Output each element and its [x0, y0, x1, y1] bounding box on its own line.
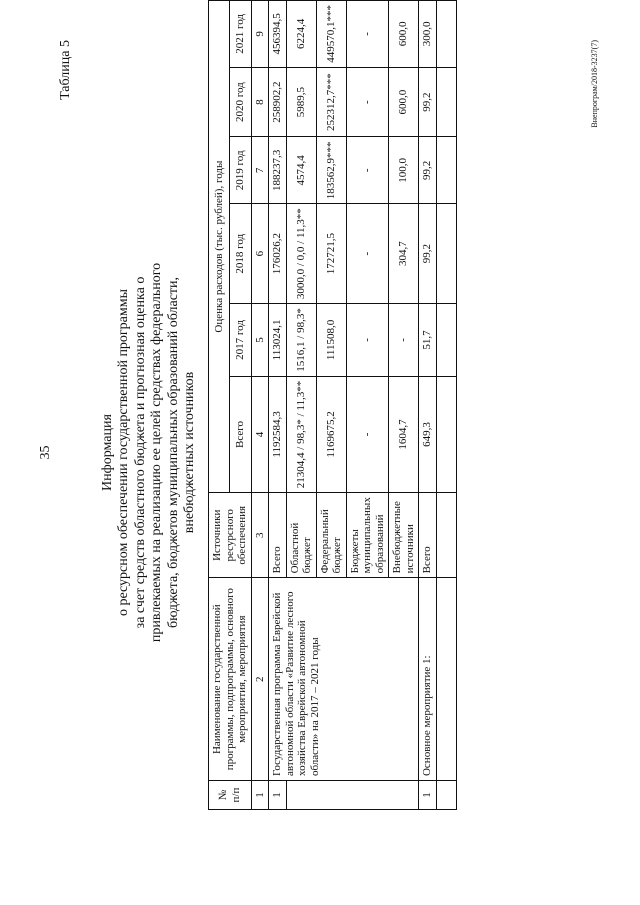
value-cell: 1604,7 [389, 376, 419, 492]
value-cell: 188237,3 [269, 137, 287, 204]
value-cell: 304,7 [389, 204, 419, 304]
value-cell: 1169675,2 [316, 376, 346, 492]
measure-name: Основное мероприятие 1: [419, 578, 437, 781]
value-cell: 51,7 [419, 304, 437, 377]
row-number: 1 [269, 781, 287, 810]
header-year: 2017 год [230, 304, 251, 377]
index-cell: 9 [251, 1, 269, 68]
source-cell: Бюджеты муниципальных образований [346, 493, 389, 578]
empty-cell [436, 781, 456, 810]
heading-line: привлекаемых на реализацию ее целей средствах федерального [149, 262, 165, 643]
value-cell: 100,0 [389, 137, 419, 204]
heading-line: бюджета, бюджетов муниципальных образований области, [165, 276, 181, 629]
header-year: 2021 год [230, 1, 251, 68]
value-cell: - [346, 67, 389, 137]
heading-line: Информация [100, 414, 115, 491]
value-cell: 1516,1 / 98,3* [286, 304, 316, 377]
value-cell: 600,0 [389, 1, 419, 68]
value-cell: 600,0 [389, 67, 419, 137]
header-estimate: Оценка расходов (тыс. рублей), годы [209, 1, 230, 493]
table-row [269, 1, 287, 810]
index-cell: 8 [251, 67, 269, 137]
empty-cell [436, 1, 456, 68]
header-year: 2018 год [230, 204, 251, 304]
value-cell: 176026,2 [269, 204, 287, 304]
heading-line: о ресурсном обеспечении государственной программы [116, 288, 132, 617]
index-cell: 6 [251, 204, 269, 304]
value-cell: 4574,4 [286, 137, 316, 204]
document-heading [100, 0, 198, 905]
index-cell: 3 [251, 493, 269, 578]
value-cell: 5989,5 [286, 67, 316, 137]
source-cell: Внебюджетные источники [389, 493, 419, 578]
value-cell: - [346, 376, 389, 492]
value-cell: 99,2 [419, 67, 437, 137]
value-cell: 3000,0 / 0,0 / 11,3** [286, 204, 316, 304]
header-no: № п/п [209, 781, 252, 810]
header-source: Источники ресурсного обеспечения [209, 493, 252, 578]
empty-cell [436, 204, 456, 304]
empty-cell [436, 578, 456, 781]
value-cell: 113024,1 [269, 304, 287, 377]
row-number-empty [286, 781, 419, 810]
header-year: 2020 год [230, 67, 251, 137]
header-year: 2019 год [230, 137, 251, 204]
value-cell: 649,3 [419, 376, 437, 492]
table-number: Таблица 5 [58, 40, 73, 100]
index-row [251, 1, 269, 810]
index-cell: 4 [251, 376, 269, 492]
value-cell: 99,2 [419, 137, 437, 204]
value-cell: 252312,7*** [316, 67, 346, 137]
header-row [209, 1, 230, 810]
index-cell: 7 [251, 137, 269, 204]
value-cell: 111508,0 [316, 304, 346, 377]
value-cell: 449570,1*** [316, 1, 346, 68]
value-cell: 456394,5 [269, 1, 287, 68]
continuation-row [436, 1, 456, 810]
value-cell: - [346, 137, 389, 204]
value-cell: 6224,4 [286, 1, 316, 68]
value-cell: 183562,9*** [316, 137, 346, 204]
value-cell: 172721,5 [316, 204, 346, 304]
empty-cell [436, 304, 456, 377]
source-cell: Федеральный бюджет [316, 493, 346, 578]
value-cell: - [346, 304, 389, 377]
empty-cell [436, 137, 456, 204]
program-name: Государственная программа Еврейской автономной области «Развитие лесного хозяйства Еврейской автономной области» на 2017 – 2021 годы [269, 578, 419, 781]
value-cell: 99,2 [419, 204, 437, 304]
source-cell: Областной бюджет [286, 493, 316, 578]
value-cell: - [389, 304, 419, 377]
empty-cell [436, 493, 456, 578]
value-cell: 300,0 [419, 1, 437, 68]
value-cell: 21304,4 / 98,3* / 11,3** [286, 376, 316, 492]
index-cell: 1 [251, 781, 269, 810]
source-cell: Всего [419, 493, 437, 578]
value-cell: 1192584,3 [269, 376, 287, 492]
empty-cell [436, 376, 456, 492]
source-cell: Всего [269, 493, 287, 578]
header-total: Всего [230, 376, 251, 492]
index-cell: 2 [251, 578, 269, 781]
index-cell: 5 [251, 304, 269, 377]
value-cell: 258902,2 [269, 67, 287, 137]
row-number: 1 [419, 781, 437, 810]
footer-code: Внепрограм/2018-3237(7) [590, 40, 599, 128]
resource-table [208, 0, 457, 810]
header-name: Наименование государственной программы, подпрограммы, основного мероприятия, мероприятия [209, 578, 252, 781]
table-row [419, 1, 437, 810]
heading-line: внебюджетных источников [182, 371, 198, 534]
value-cell: - [346, 204, 389, 304]
value-cell: - [346, 1, 389, 68]
heading-line: за счет средств областного бюджета и прогнозная оценка о [132, 276, 148, 629]
page-number: 35 [38, 445, 53, 460]
empty-cell [436, 67, 456, 137]
